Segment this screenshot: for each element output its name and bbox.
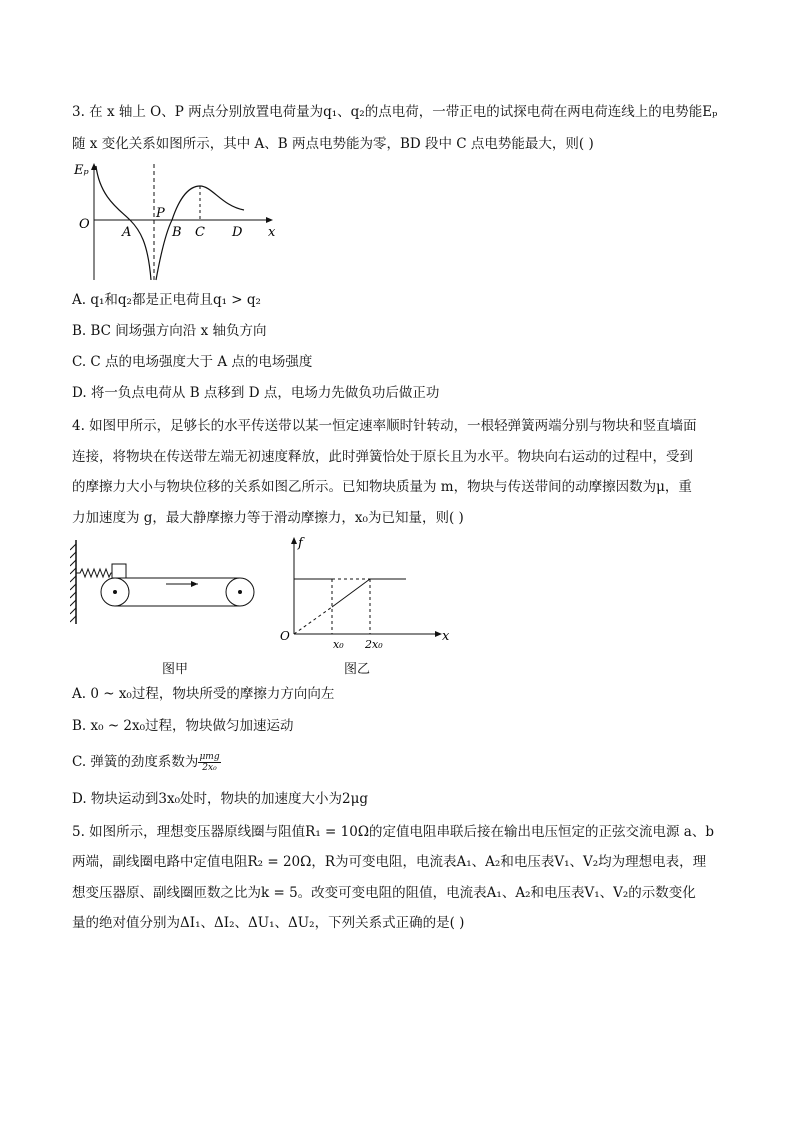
origin-label: O <box>280 629 290 643</box>
q4-stem-line-1: 4. 如图甲所示，足够长的水平传送带以某一恒定速率顺时针转动，一根轻弹簧两端分别与物块和竖直墙面 <box>72 418 697 434</box>
dashed-ramp <box>294 607 332 634</box>
b-label: B <box>172 225 182 240</box>
solid-ramp <box>332 579 370 607</box>
curve-left <box>96 166 151 280</box>
q4-option-d: D. 物块运动到3x₀处时，物块的加速度大小为2μg <box>72 791 369 807</box>
q4-friction-graph <box>276 530 456 658</box>
q4-stem-line-3: 的摩擦力大小与物块位移的关系如图乙所示。已知物块质量为 m，物块与传送带间的动摩擦因数为μ，重 <box>72 479 692 495</box>
block <box>112 564 126 578</box>
fig2-caption: 图乙 <box>344 662 371 677</box>
q3-potential-energy-graph <box>72 158 282 282</box>
q4-option-b: B. x₀ ~ 2x₀过程，物块做匀加速运动 <box>72 718 294 734</box>
q3-option-b: B. BC 间场强方向沿 x 轴负方向 <box>72 323 267 339</box>
q4-stem-line-2: 连接，将物块在传送带左端无初速度释放，此时弹簧恰处于原长且为水平。物块向右运动的过程中，受到 <box>72 449 693 465</box>
q5-stem-line-1: 5. 如图所示，理想变压器原线圈与阻值R₁ = 10Ω的定值电阻串联后接在输出电压恒定的正弦交流电源 a、b <box>72 824 714 840</box>
d-label: D <box>232 225 243 240</box>
q4-option-c-text: C. 弹簧的劲度系数为 <box>72 754 199 770</box>
q3-stem-line-1: 3. 在 x 轴上 O、P 两点分别放置电荷量为q₁、q₂的点电荷，一带正电的试探电荷在两电荷连线上的电势能Eₚ <box>72 104 718 120</box>
f-label: f <box>298 536 303 551</box>
origin-label: O <box>79 217 90 232</box>
q5-stem-line-2: 两端，副线圈电路中定值电阻R₂ = 20Ω，R为可变电阻，电流表A₁、A₂和电压表V₁、V₂均为理想电表，理 <box>72 854 707 870</box>
q4-stem-line-4: 力加速度为 g，最大静摩擦力等于滑动摩擦力，x₀为已知量，则( ) <box>72 510 464 526</box>
q3-stem-line-2: 随 x 变化关系如图所示，其中 A、B 两点电势能为零，BD 段中 C 点电势能最大，则( ) <box>72 136 594 152</box>
q5-stem-line-3: 想变压器原、副线圈匝数之比为k = 5。改变可变电阻的阻值，电流表A₁、A₂和电压表V₁、V₂的示数变化 <box>72 885 696 901</box>
q3-option-c: C. C 点的电场强度大于 A 点的电场强度 <box>72 354 313 370</box>
spring-constant-fraction <box>198 752 220 773</box>
ep-label: Eₚ <box>74 163 89 178</box>
p-label: P <box>156 206 165 221</box>
tick-x0: x₀ <box>333 638 344 651</box>
c-label: C <box>195 225 205 240</box>
fig1-caption: 图甲 <box>162 662 189 677</box>
x-label: x <box>442 629 450 644</box>
q4-conveyor-figure <box>70 536 260 628</box>
x-label: x <box>268 225 276 240</box>
q3-option-a: A. q₁和q₂都是正电荷且q₁ > q₂ <box>72 292 261 308</box>
q4-option-c <box>72 752 221 773</box>
a-label: A <box>122 225 132 240</box>
q4-option-a: A. 0 ~ x₀过程，物块所受的摩擦力方向向左 <box>72 686 335 702</box>
tick-2x0: 2x₀ <box>365 638 383 651</box>
fraction-denominator: 2x₀ <box>202 763 217 773</box>
q3-option-d: D. 将一负点电荷从 B 点移到 D 点，电场力先做负功后做正功 <box>72 385 440 401</box>
fraction-numerator: μmg <box>199 752 220 762</box>
spring <box>76 569 112 577</box>
q5-stem-line-4: 量的绝对值分别为ΔI₁、ΔI₂、ΔU₁、ΔU₂，下列关系式正确的是( ) <box>72 915 465 931</box>
